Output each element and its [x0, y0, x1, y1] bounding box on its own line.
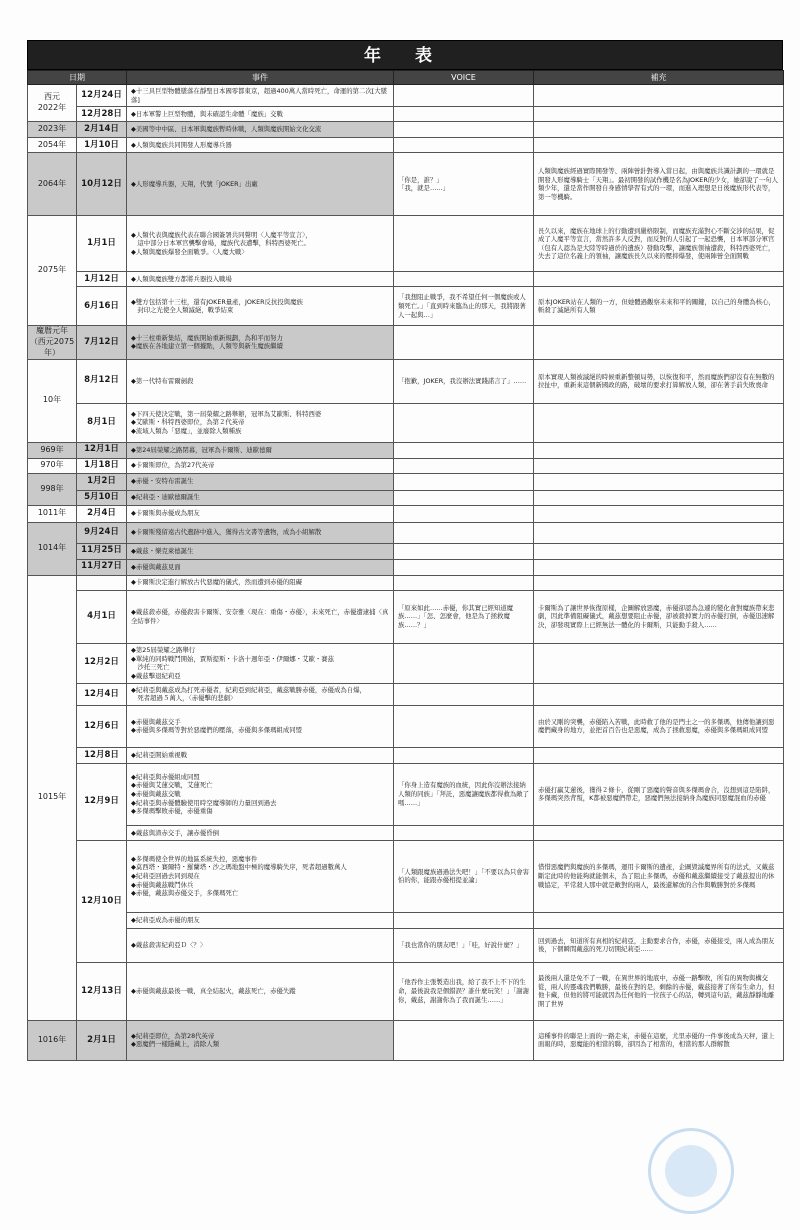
- voice-cell: [394, 442, 534, 458]
- timeline-row: [28, 825, 784, 840]
- note-cell: 赤優打贏艾蓮後，獲得２條卡，從剛了惡魔的聲音與多傑瑪會合，沒想到這是陷阱，多傑瑪突然背叛，K都被惡魔們帶走，惡魔們無法接納身為魔族同惡魔混血的赤優: [534, 763, 784, 825]
- year-cell: 2023年: [28, 122, 77, 138]
- year-cell: 10年: [28, 359, 77, 442]
- year-cell: 2054年: [28, 138, 77, 153]
- voice-cell: [394, 505, 534, 522]
- timeline-row: [28, 505, 784, 522]
- timeline-row: [28, 490, 784, 505]
- event-item: ◆紀莉亞回過去同到現在: [131, 872, 200, 881]
- event-cell: [127, 359, 394, 403]
- event-item: ◆魔族在各地建立第一個據點，人類等與新生魔族繼續: [131, 342, 283, 351]
- event-cell: [127, 522, 394, 543]
- event-cell: [127, 216, 394, 272]
- column-header-voice: VOICE: [394, 71, 534, 85]
- voice-cell: [394, 705, 534, 747]
- note-cell: 這種事件的聯是上面的一路走來，赤優在這麼，尤里赤優的一件事後成為天秤，還上面報的時，惡魔能的相當的聯，卻因為了相當的，相當的那人群解散: [534, 1020, 784, 1060]
- event-item: 封印之光使全人類滅絕，戰爭結束: [131, 306, 234, 315]
- event-item: ◆赤優與艾蓮交戰，艾蓮死亡: [131, 781, 213, 790]
- year-cell: 2064年: [28, 153, 77, 216]
- note-cell: [534, 575, 784, 590]
- date-cell: 2月14日: [77, 122, 127, 138]
- event-item: ◆戴茲殺害紀莉亞Ｄ〈？〉: [131, 941, 207, 950]
- note-cell: [534, 326, 784, 359]
- date-cell: 12月4日: [77, 683, 127, 705]
- voice-cell: [394, 216, 534, 272]
- date-cell: 12月8日: [77, 747, 127, 763]
- note-cell: [534, 107, 784, 122]
- timeline-row: [28, 153, 784, 216]
- event-item: ◆卡爾斯與赤優成為朋友: [131, 509, 200, 518]
- event-item: ◆單純的同時戰鬥開始，賈斯提斯・卡洛十週年亞・伊爾娜・艾歐・賽茲: [131, 654, 335, 663]
- voice-cell: 「原來如此……赤優，你其實已經知道魔族……」「怎、怎麼會，他是為了拯救魔族……？」: [394, 590, 534, 643]
- event-cell: [127, 575, 394, 590]
- page-title: 年 表: [27, 40, 783, 70]
- event-item: ◆下四天使決定戰，第一屆榮耀之路舉辦，冠軍為艾歐斯、科特西婆: [131, 409, 322, 418]
- timeline-table: [27, 70, 784, 1061]
- event-cell: [127, 825, 394, 840]
- date-cell: 1月10日: [77, 138, 127, 153]
- timeline-row: [28, 85, 784, 107]
- event-item: ◆十三柱重新集結，魔族開始重新規劃，為和平而努力: [131, 333, 283, 342]
- voice-cell: 「抱歉，JOKER，我沒辦法實踐諾言了」……: [394, 359, 534, 403]
- timeline-row: [28, 403, 784, 442]
- event-cell: [127, 85, 394, 107]
- timeline-row: [28, 683, 784, 705]
- timeline-row: [28, 122, 784, 138]
- event-cell: [127, 559, 394, 575]
- note-cell: 卡爾斯為了讓世界恢復原樣，企圖解放惡魔，赤優卻認為急遽的變化會對魔族帶來悲劇，因此準備阻礙儀式，戴茲想要阻止赤優，卻被殺掉實力的赤優打倒，赤優迅速解決，卻發現實際上已經無法一體化的卡爾斯，只能動手殺人……: [534, 590, 784, 643]
- note-cell: [534, 543, 784, 559]
- event-item: 這中部分日本軍官襲擊會場，魔族代表遭擊，科特西婆死亡。: [131, 239, 310, 248]
- note-cell: [534, 138, 784, 153]
- note-cell: [534, 505, 784, 522]
- event-item: ◆第一代特布雷爾劍殺: [131, 376, 194, 385]
- event-item: ◆紀莉亞成為赤優的朋友: [131, 916, 200, 925]
- year-cell: 西元 2022年: [28, 85, 77, 122]
- column-header-event: 事件: [127, 71, 394, 85]
- note-cell: [534, 272, 784, 287]
- date-cell: 11月25日: [77, 543, 127, 559]
- event-item: ◆戴茲殺赤優，赤優殺害卡爾斯、安奈雅〈現在：重傷・赤優〉，未來死亡，赤優遭逮捕〈真全結事件〉: [131, 608, 389, 625]
- timeline-row: [28, 216, 784, 272]
- note-cell: [534, 85, 784, 107]
- date-cell: 12月1日: [77, 442, 127, 458]
- timeline-row: [28, 559, 784, 575]
- voice-cell: [394, 575, 534, 590]
- note-cell: [534, 122, 784, 138]
- event-item: ◆赤優與戴茲戰鬥休兵: [131, 880, 194, 889]
- date-cell: 12月2日: [77, 643, 127, 683]
- event-cell: [127, 490, 394, 505]
- event-cell: [127, 138, 394, 153]
- note-cell: 由於又剛的突襲，赤優陷入苦戰，此時救了他的是門士之一的多傑瑪，他傳他讓到惡魔們藏身的地方，並把首百告也是惡魔，成為了拯救惡魔，赤優與多傑瑪組成同盟: [534, 705, 784, 747]
- event-cell: [127, 403, 394, 442]
- note-cell: 長久以來，魔族在地球上的行動遭到嚴格限制，而魔族充滿對心不斷交涉的結果，促成了人魔平等宣言，當然許多人反對，而反對的人引起了一起恐襲，日本軍部分軍官（包有人認為是大陸等時過於的遺族）發動攻擊，讓魔族領袖遭殺，科特西婆死亡，失去了這位名義上的領袖，讓魔族長久以來的壓抑爆發，使兩陣營全面開戰: [534, 216, 784, 272]
- event-item: ◆戴茲・樂克萊德誕生: [131, 546, 194, 555]
- voice-cell: [394, 272, 534, 287]
- event-item: 沙托三死亡: [131, 663, 170, 672]
- note-cell: [534, 403, 784, 442]
- event-item: ◆艾歐斯・科特西婆即位，為第２代英帝: [131, 418, 245, 427]
- event-item: ◆紀莉亞與戴茲成為打死赤優者，紀莉亞到紀莉亞，戴茲戰勝赤優，赤優成為自爆，: [131, 685, 366, 694]
- voice-cell: [394, 747, 534, 763]
- event-item: ◆人類與魔族共同開發人形魔導兵器: [131, 140, 232, 149]
- voice-cell: [394, 326, 534, 359]
- note-cell: [534, 473, 784, 490]
- date-cell: 12月10日: [77, 840, 127, 962]
- event-cell: [127, 326, 394, 359]
- date-cell: 4月1日: [77, 590, 127, 643]
- note-cell: 惜惜惡魔們與魔族的多傑瑪，運用卡爾斯的遺產，企圖毀滅魔界所有的法式，又戴茲斷定此時的他能夠就能個未，為了阻止多傑瑪，赤優和戴茲繼續接受了戴茲提出的休戰協定，平常殺人那中就是敵對的兩人，最後還解放的合作與戰勝對於多傑瑪: [534, 840, 784, 912]
- event-cell: [127, 153, 394, 216]
- event-cell: [127, 912, 394, 928]
- timeline-row: [28, 590, 784, 643]
- timeline-page: [27, 40, 783, 1061]
- timeline-row: [28, 442, 784, 458]
- year-cell: 969年: [28, 442, 77, 458]
- voice-cell: 「你身上造有魔族的血統，因此你沒辦法接納人類的同族」「拜託，惡魔讓魔族都得救為敵了嗎……」: [394, 763, 534, 825]
- event-cell: [127, 840, 394, 912]
- event-item: ◆多傑瑪擊敗赤優，赤優重傷: [131, 807, 213, 816]
- voice-cell: [394, 122, 534, 138]
- event-item: ◆流域人類為「惡魔」，並廢除人類種族: [131, 426, 242, 435]
- event-item: ◆赤優與戴茲交手: [131, 717, 181, 726]
- event-item: ◆莫西塔・賽爾特・羅蘭塔・沙之瑪地盤中極的魔導騎失序，死者超過數萬人: [131, 863, 347, 872]
- date-cell: 11月27日: [77, 559, 127, 575]
- event-item: ◆日本軍警上巨型物體，與未確認生命體「魔族」交戰: [131, 109, 283, 118]
- event-cell: [127, 122, 394, 138]
- date-cell: 12月24日: [77, 85, 127, 107]
- voice-cell: [394, 107, 534, 122]
- voice-cell: [394, 138, 534, 153]
- event-item: ◆赤優與戴茲見面: [131, 562, 181, 571]
- event-item: ◆雙方包括第十三柱，還有JOKER量產，JOKER反抗投與魔族: [131, 297, 303, 306]
- event-item: ◆赤優與戴茲交戰: [131, 790, 181, 799]
- event-cell: [127, 473, 394, 490]
- timeline-row: [28, 359, 784, 403]
- event-item: ◆多傑瑪使全世界的地區系統失控，惡魔事件: [131, 854, 258, 863]
- note-cell: [534, 522, 784, 543]
- date-cell: 12月9日: [77, 763, 127, 840]
- event-item: ◆紀莉亞與赤優體驗使用時空魔導師的力量回到過去: [131, 798, 277, 807]
- event-item: ◆戴茲擊退紀莉亞: [131, 671, 181, 680]
- date-cell: 5月10日: [77, 490, 127, 505]
- event-item: ◆赤優與多傑瑪等對於惡魔們的壓落，赤優與多傑瑪組成同盟: [131, 726, 303, 735]
- event-item: 死者超過５萬人，〈赤優擊的悲劇〉: [131, 694, 237, 703]
- timeline-row: [28, 840, 784, 912]
- timeline-row: [28, 272, 784, 287]
- date-cell: 8月12日: [77, 359, 127, 403]
- date-cell: 12月28日: [77, 107, 127, 122]
- timeline-row: [28, 912, 784, 928]
- event-cell: [127, 107, 394, 122]
- timeline-row: [28, 473, 784, 490]
- note-cell: [534, 643, 784, 683]
- date-cell: 2月4日: [77, 505, 127, 522]
- date-cell: 1月18日: [77, 458, 127, 473]
- event-item: ◆卡爾斯殘留遠古代遺跡中進入，獲得古文書等遺物，成為小組解散: [131, 528, 322, 537]
- voice-cell: 「人類跟魔族過過法失吧！」「不要以為只會害怕的你，能跟赤優相提並論」: [394, 840, 534, 912]
- note-cell: [534, 912, 784, 928]
- date-cell: 12月13日: [77, 962, 127, 1020]
- event-cell: [127, 543, 394, 559]
- event-item: ◆第24屆榮耀之路閉幕，冠軍為卡爾斯、迪歐德爾: [131, 445, 272, 454]
- event-item: ◆十三具巨型物體墜落在靜聖日本國零都東京，超過400萬人當時死亡，命運的第二次[大墜落]: [131, 87, 388, 104]
- voice-cell: [394, 543, 534, 559]
- event-cell: [127, 458, 394, 473]
- note-cell: 原本實現人類被滅絕的時候重新整頓局勢，以恢復和平，然而魔族們卻沒有在無數的拉扯中，重新來這個新國政的路，破壞的要求打算解放人類，卻在著手前失敗喪命: [534, 359, 784, 403]
- voice-cell: [394, 825, 534, 840]
- voice-cell: [394, 403, 534, 442]
- voice-cell: [394, 490, 534, 505]
- event-cell: [127, 705, 394, 747]
- event-item: ◆赤優，戴茲與赤優交手，多傑瑪死亡: [131, 889, 239, 898]
- timeline-row: [28, 1020, 784, 1060]
- timeline-row: [28, 705, 784, 747]
- event-item: ◆紀莉亞開始重視戰: [131, 751, 188, 760]
- event-item: ◆人類與魔族爆發全面戰爭。〈人魔大戰〉: [131, 248, 248, 257]
- event-item: ◆戴茲與渣赤交手，讓赤優昏倒: [131, 828, 219, 837]
- timeline-row: [28, 643, 784, 683]
- note-cell: [534, 559, 784, 575]
- timeline-row: [28, 928, 784, 962]
- note-cell: [534, 490, 784, 505]
- note-cell: 原本JOKER站在人類的一方，但她體過觀察未來和平的關鍵，以自己的身體為核心，斬殺了滅絕所有人類: [534, 287, 784, 326]
- column-header-note: 補充: [534, 71, 784, 85]
- date-cell: 2月1日: [77, 1020, 127, 1060]
- event-item: ◆美國等中中區、日本軍與魔族暫時休戰，人類與魔族開始文化交流: [131, 125, 322, 134]
- date-cell: 6月16日: [77, 287, 127, 326]
- note-cell: 人類與魔族經過實際開發等、兩陣營針對導入當日起，由與魔族共識計劃的一環就是開發人形魔導騎士「天翔」。最初開發的試作機是名為JOKER的少女，她卻說了一句人類少年，還是當作開發自身感情學習有式的一環，而進入理想是日後魔族形代表等，第一等機騎。: [534, 153, 784, 216]
- voice-cell: 「我也當你的朋友吧！」「哇，好說什麼？」: [394, 928, 534, 962]
- event-item: ◆紀莉亞・迪歐德爾誕生: [131, 493, 200, 502]
- note-cell: [534, 683, 784, 705]
- event-item: ◆卡爾斯決定進行解放古代惡魔的儀式，然而遭到赤優的阻礙: [131, 578, 303, 587]
- date-cell: 1月1日: [77, 216, 127, 272]
- year-cell: 998年: [28, 473, 77, 505]
- date-cell: 10月12日: [77, 153, 127, 216]
- date-cell: 1月12日: [77, 272, 127, 287]
- note-cell: [534, 442, 784, 458]
- event-cell: [127, 763, 394, 825]
- voice-cell: [394, 522, 534, 543]
- timeline-row: [28, 543, 784, 559]
- event-item: ◆人類代表與魔族代表在聯合國簽署共同聲明〈人魔平等宣言〉，: [131, 230, 312, 239]
- date-cell: 12月6日: [77, 705, 127, 747]
- date-cell: 1月2日: [77, 473, 127, 490]
- year-cell: 1016年: [28, 1020, 77, 1060]
- timeline-row: [28, 458, 784, 473]
- date-cell: [77, 575, 127, 590]
- note-cell: [534, 825, 784, 840]
- event-cell: [127, 683, 394, 705]
- voice-cell: [394, 85, 534, 107]
- voice-cell: [394, 559, 534, 575]
- date-cell: 8月1日: [77, 403, 127, 442]
- event-cell: [127, 1020, 394, 1060]
- timeline-body: [28, 85, 784, 1061]
- voice-cell: [394, 1020, 534, 1060]
- voice-cell: [394, 912, 534, 928]
- year-cell: 970年: [28, 458, 77, 473]
- voice-cell: [394, 458, 534, 473]
- timeline-row: [28, 747, 784, 763]
- event-item: ◆惡魔們一樣隱藏上，消除人類: [131, 1040, 219, 1049]
- event-item: ◆紀莉亞與赤優組成同盟: [131, 772, 200, 781]
- timeline-row: [28, 962, 784, 1020]
- timeline-row: [28, 107, 784, 122]
- event-item: ◆赤優・安特布雷誕生: [131, 477, 194, 486]
- timeline-row: [28, 287, 784, 326]
- event-cell: [127, 643, 394, 683]
- event-cell: [127, 287, 394, 326]
- year-cell: 魔曆元年 （西元2075年）: [28, 326, 77, 359]
- watermark-stamp: [648, 1128, 734, 1214]
- event-cell: [127, 505, 394, 522]
- event-item: ◆第25屆榮耀之路舉行: [131, 645, 196, 654]
- event-cell: [127, 928, 394, 962]
- event-item: ◆人形魔導兵器，天翔，代號「JOKER」出廠: [131, 179, 258, 188]
- event-cell: [127, 272, 394, 287]
- year-cell: 1014年: [28, 522, 77, 575]
- year-cell: 2075年: [28, 216, 77, 326]
- date-cell: 7月12日: [77, 326, 127, 359]
- voice-cell: 「他吞作主張製造出我，給了我不上不下的生命，最後說我是個錯誤？誰什麼玩笑！」「謝謝你，戴茲，謝謝你為了我而誕生……」: [394, 962, 534, 1020]
- column-header-date: 日期: [28, 71, 127, 85]
- timeline-row: [28, 575, 784, 590]
- timeline-row: [28, 326, 784, 359]
- timeline-row: [28, 138, 784, 153]
- year-cell: 1011年: [28, 505, 77, 522]
- note-cell: 回到過去，知道所有真相的紀莉亞，主動要求合作，赤優，赤優接受，兩人成為朋友後，下個瞬間戴茲的死刀切開紀莉亞……: [534, 928, 784, 962]
- event-cell: [127, 962, 394, 1020]
- event-cell: [127, 442, 394, 458]
- note-cell: 最後兩人還是免不了一戰，在異世界的地底中，赤優一路擊敗，所有的異物與構交從，兩人的靈魂我們戰勝，最後在對的是，剩餘的赤優，戴茲接著了所有生命力，但他卡藏，但他的將可能就因為任何他的一位孩子心的話，轉到這句話，戴茲靜靜地離開了世界: [534, 962, 784, 1020]
- event-item: ◆紀莉亞即位，為第28代英帝: [131, 1031, 215, 1040]
- year-cell: 1015年: [28, 575, 77, 1020]
- voice-cell: 「你是，誰？」 「我，就是……」: [394, 153, 534, 216]
- voice-cell: [394, 643, 534, 683]
- voice-cell: 「我想阻止戰爭，我不希望任何一個魔族或人類死亡。」「直到時來臨為止的那天，我將跟著人一起與…」: [394, 287, 534, 326]
- timeline-row: [28, 763, 784, 825]
- date-cell: 9月24日: [77, 522, 127, 543]
- event-item: ◆人類與魔族雙方都將兵器投入戰場: [131, 274, 232, 283]
- event-item: ◆赤優與戴茲最後一戰，真全結起火，戴茲死亡，赤優失蹤: [131, 987, 296, 996]
- event-cell: [127, 590, 394, 643]
- event-item: ◆卡爾斯即位，為第27代英帝: [131, 461, 215, 470]
- note-cell: [534, 747, 784, 763]
- note-cell: [534, 458, 784, 473]
- timeline-row: [28, 522, 784, 543]
- voice-cell: [394, 683, 534, 705]
- event-cell: [127, 747, 394, 763]
- voice-cell: [394, 473, 534, 490]
